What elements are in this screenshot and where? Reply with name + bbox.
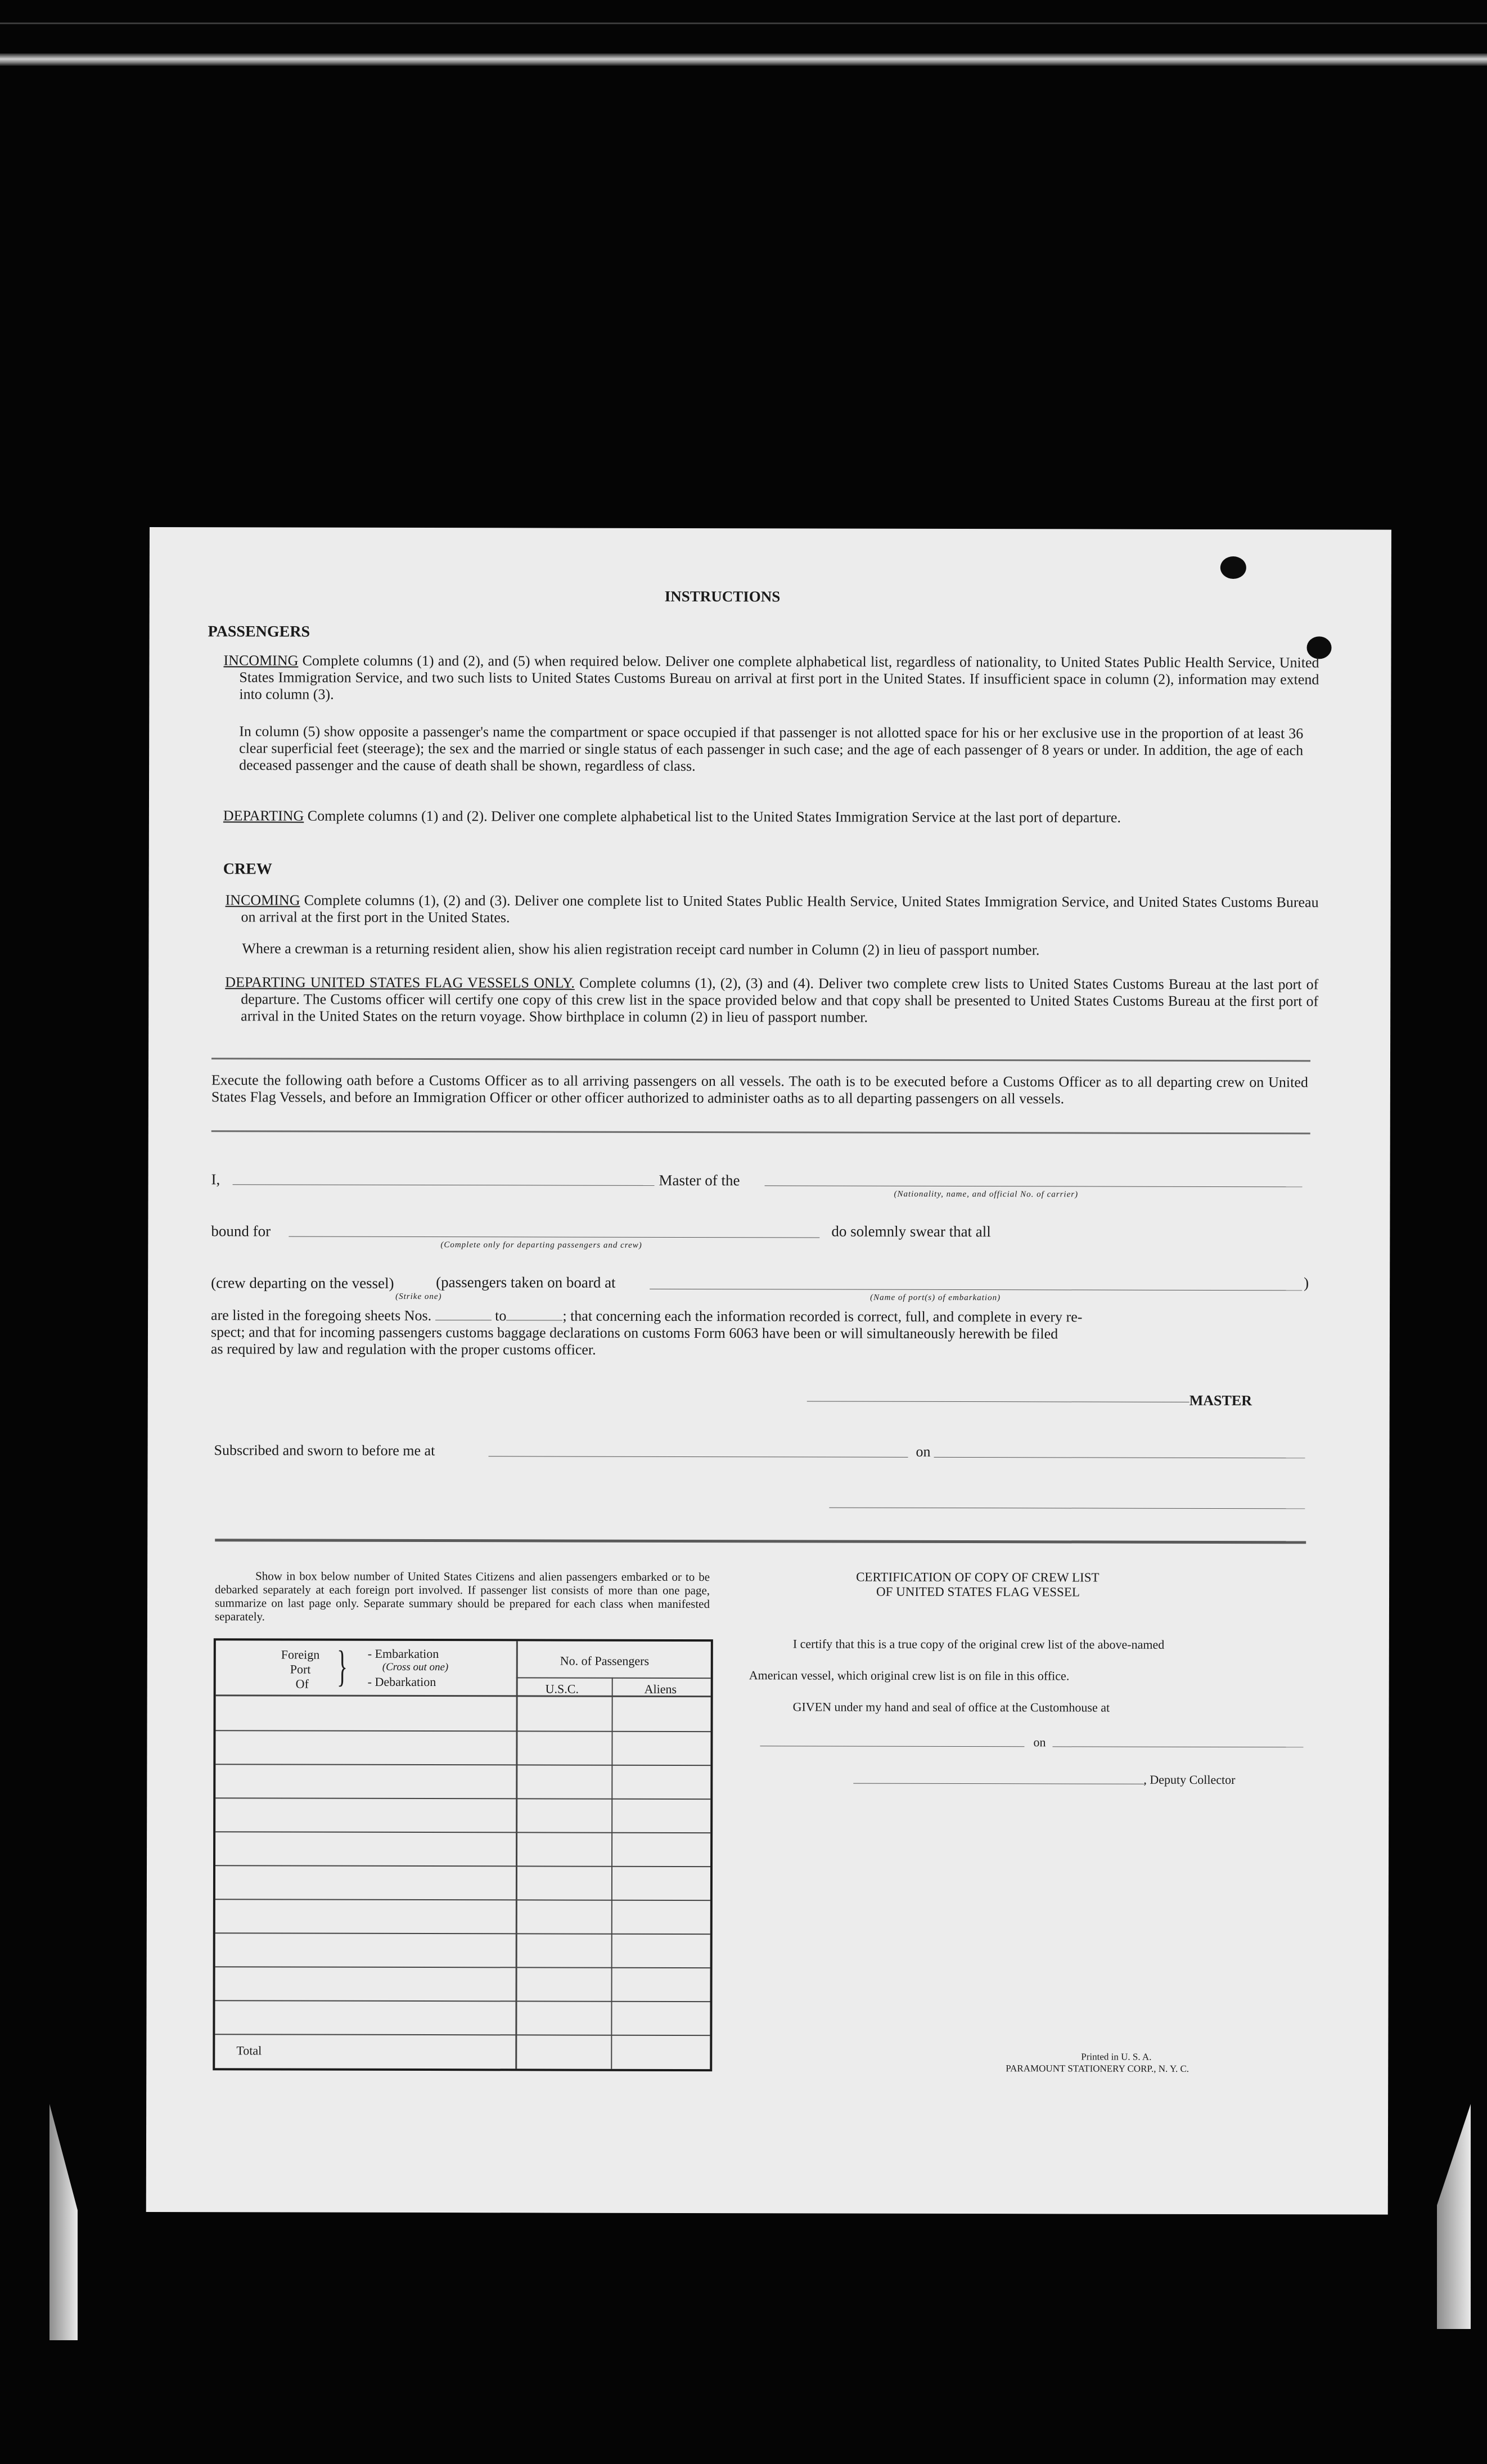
oath-intro-text: Execute the following oath before a Customs Officer as to all arriving passengers on all vessels. The oath is to be executed before a Customs Officer as to all departing crew on United States Flag Vessels, and before an Immigration Officer or other officer authorized to administer oaths as to all departing passengers on all vessels. [211, 1072, 1308, 1107]
flag-vessels-paragraph [225, 974, 1318, 1027]
header-of: Of [295, 1676, 309, 1691]
master-label: MASTER [1189, 1392, 1252, 1409]
oath-crew-departing[interactable]: (crew departing on the vessel) [211, 1274, 394, 1292]
instructions-title: INSTRUCTIONS [664, 587, 781, 605]
scan-top-band [0, 53, 1487, 66]
crew-incoming-label: INCOMING [225, 892, 300, 909]
vessel-blank[interactable] [765, 1185, 1303, 1187]
incoming-label: INCOMING [223, 652, 299, 669]
subscribed-text: Subscribed and sworn to before me at [214, 1442, 435, 1459]
summary-instructions-text: Show in box below number of United States Citizens and alien passengers embarked or to be debarked separately at each foreign port involved. If passenger list consists of more than one page, summarize on last page only. Separate summary should be prepared for each class when manifested separately. [214, 1569, 710, 1624]
crew-incoming-paragraph [226, 892, 1319, 928]
subscribed-place-blank[interactable] [489, 1456, 908, 1458]
subscribed-on: on [916, 1443, 931, 1460]
ports-hint: (Name of port(s) of embarkation) [870, 1293, 1001, 1303]
oath-listed-3: spect; and that for incoming passengers customs baggage declarations on customs Form 6063 have been or will simultaneously herewith be filed [210, 1324, 1058, 1342]
oath-passengers-taken[interactable]: (passengers taken on board at [436, 1274, 616, 1291]
total-label: Total [236, 2043, 262, 2058]
crew-heading: CREW [223, 860, 272, 878]
table-row-line [215, 1899, 710, 1901]
table-row-line [215, 1797, 710, 1800]
departing-passengers-paragraph [223, 807, 1319, 826]
oath-close-paren: ) [1304, 1274, 1309, 1292]
passenger-summary-table [213, 1638, 713, 2071]
table-row-line [216, 1730, 711, 1732]
strike-one-hint: (Strike one) [395, 1292, 442, 1302]
certification-title-2: OF UNITED STATES FLAG VESSEL [876, 1584, 1080, 1599]
crewman-text: Where a crewman is a returning resident alien, show his alien registration receipt card number in Column (2) in lieu of passport number. [242, 940, 1040, 959]
header-cross-out: (Cross out one) [382, 1661, 449, 1674]
grid-line [216, 1694, 711, 1697]
incoming-passengers-paragraph [223, 652, 1319, 705]
table-row-line [215, 1932, 710, 1935]
flag-vessels-label: DEPARTING UNITED STATES FLAG VESSELS ONLY. [225, 974, 575, 991]
scan-right-edge [1437, 2104, 1471, 2329]
divider [211, 1058, 1310, 1062]
listed-to-text: to [495, 1307, 507, 1324]
passengers-heading: PASSENGERS [208, 623, 310, 641]
master-name-blank[interactable] [233, 1184, 655, 1186]
certification-line-1: I certify that this is a true copy of the original crew list of the above-named [792, 1636, 1165, 1652]
deputy-collector-label: , Deputy Collector [1143, 1772, 1236, 1787]
oath-master-of-the: Master of the [659, 1171, 740, 1189]
table-row-line [215, 2034, 710, 2036]
bound-for-blank[interactable] [289, 1237, 819, 1238]
table-row-line [215, 1764, 710, 1766]
vessel-hint: (Nationality, name, and official No. of carrier) [894, 1189, 1079, 1199]
header-no-of-passengers: No. of Passengers [560, 1653, 650, 1668]
printer-line-1: Printed in U. S. A. [1081, 2051, 1152, 2062]
grid-line [515, 1641, 518, 2069]
ports-blank[interactable] [650, 1289, 1302, 1291]
oath-i: I, [211, 1171, 220, 1188]
departing-text: Complete columns (1) and (2). Deliver one complete alphabetical list to the United States Immigration Service at the last port of departure. [307, 807, 1121, 826]
flag-vessels-text: Complete columns (1), (2), (3) and (4). Deliver two complete crew lists to United States Customs Bureau at the last port of departure. The Customs officer will certify one copy of this crew list in the space provided below and that copy shall be presented to United States Customs Bureau at the first port of arrival in the United States on the return voyage. Show birthplace in column (2) in lieu of passport number. [241, 974, 1319, 1026]
oath-swear: do solemnly swear that all [831, 1222, 991, 1240]
header-embarkation[interactable]: - Embarkation [367, 1646, 439, 1661]
bound-hint: (Complete only for departing passengers and crew) [440, 1240, 642, 1250]
listed-sheets-text: are listed in the foregoing sheets Nos. [211, 1307, 432, 1324]
column5-text: In column (5) show opposite a passenger's name the compartment or space occupied if that passenger is not allotted space for his or her exclusive use in the proportion of at least 36 clear superficial feet (steerage); the sex and the married or single status of each passenger in such case; and the age of each passenger of 8 years or under. In addition, the age of each deceased passenger and the cause of death shall be shown, regardless of class. [239, 723, 1304, 775]
oath-bound-for: bound for [211, 1222, 271, 1240]
certification-date-blank[interactable] [1052, 1746, 1303, 1747]
header-port: Port [290, 1662, 311, 1676]
header-debarkation[interactable]: - Debarkation [367, 1674, 436, 1689]
table-row-line [215, 1865, 710, 1867]
summary-instructions [215, 1569, 710, 1624]
listed-continuation: ; that concerning each the information recorded is correct, full, and complete in every re- [562, 1307, 1083, 1325]
certification-title-1: CERTIFICATION OF COPY OF CREW LIST [856, 1570, 1100, 1585]
scan-top-line [0, 23, 1487, 24]
master-signature-blank[interactable] [807, 1401, 1189, 1402]
oath-intro-paragraph [211, 1072, 1308, 1108]
printer-line-2: PARAMOUNT STATIONERY CORP., N. Y. C. [1006, 2063, 1189, 2074]
table-row-line [215, 2000, 710, 2002]
certification-line-3: GIVEN under my hand and seal of office at the Customhouse at [792, 1699, 1110, 1715]
crew-incoming-text: Complete columns (1), (2) and (3). Deliver one complete list to United States Public Health Service, United States Immigration Service, and United States Customs Bureau on arrival at the first port in the United States. [241, 892, 1319, 926]
subscribed-date-blank[interactable] [934, 1457, 1305, 1458]
header-foreign: Foreign [281, 1647, 320, 1662]
oath-listed-4: as required by law and regulation with the proper customs officer. [210, 1341, 596, 1358]
oath-listed-1 [211, 1308, 1082, 1324]
customhouse-blank[interactable] [760, 1746, 1024, 1747]
summary-rows [216, 1640, 711, 1642]
incoming-text: Complete columns (1) and (2), and (5) when required below. Deliver one complete alphabetical list, regardless of nationality, to United States Public Health Service, United States Immigration Service, and two such lists to United States Customs Bureau on arrival at first port in the United States. If insufficient space in column (2), information may extend into column (3). [239, 652, 1319, 703]
brace-icon: } [337, 1641, 348, 1690]
crewman-paragraph [242, 940, 1303, 959]
grid-line [611, 1678, 612, 2069]
certification-line-2: American vessel, which original crew list is on file in this office. [749, 1668, 1070, 1683]
column5-paragraph [239, 723, 1303, 776]
scan-left-edge [49, 2104, 78, 2340]
form-page [146, 527, 1391, 2215]
ink-blot [1220, 556, 1246, 579]
header-usc: U.S.C. [545, 1681, 579, 1696]
divider [215, 1539, 1306, 1544]
grid-line [516, 1677, 711, 1679]
header-aliens: Aliens [644, 1681, 677, 1696]
officer-signature-blank[interactable] [829, 1508, 1305, 1509]
departing-label: DEPARTING [223, 807, 304, 824]
certification-on: on [1033, 1735, 1046, 1750]
table-row-line [215, 1831, 710, 1833]
divider [211, 1130, 1310, 1134]
table-row-line [215, 1966, 710, 1968]
deputy-signature-blank[interactable] [853, 1783, 1146, 1784]
